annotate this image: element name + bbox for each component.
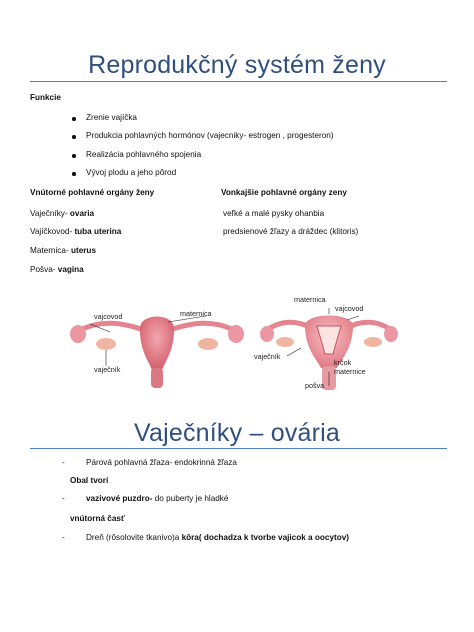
external-organ-item: veľké a malé pysky ohanbia bbox=[223, 209, 325, 218]
function-item: Realizácia pohlavného spojenia bbox=[86, 150, 202, 159]
function-item: Produkcia pohlavných hormónov (vajecniky- estrogen , progesteron) bbox=[86, 131, 334, 140]
subheading-inner: vnútorná časť bbox=[70, 514, 125, 523]
function-item: Zrenie vajíčka bbox=[86, 113, 137, 122]
label-uterus-left: maternica bbox=[180, 309, 212, 318]
function-item: Vývoj plodu a jeho pôrod bbox=[86, 168, 177, 177]
label-ovary-left: vaječník bbox=[94, 365, 121, 374]
dash-marker: - bbox=[62, 533, 65, 542]
label-vagina-right: pošva bbox=[305, 381, 325, 390]
bullet bbox=[72, 117, 76, 121]
dash-marker: - bbox=[62, 458, 65, 467]
label-tube-right: vajcovod bbox=[335, 304, 364, 313]
external-organs-heading: Vonkajšie pohlavné orgány zeny bbox=[221, 188, 347, 197]
label-tube-left: vajcovod bbox=[94, 312, 123, 321]
uterus-external-illustration bbox=[66, 300, 246, 390]
internal-organ-item: Vaječníky- ovaria bbox=[30, 209, 95, 218]
bullet bbox=[72, 154, 76, 158]
title-rule bbox=[30, 81, 447, 82]
section-title: Vaječníky – ovária bbox=[133, 419, 341, 447]
page-title: Reprodukčný systém ženy bbox=[88, 51, 386, 79]
bullet bbox=[72, 135, 76, 139]
bullet bbox=[72, 172, 76, 176]
label-uterus-right: maternica bbox=[294, 295, 326, 304]
external-organ-item: predsienové žľazy a dráždec (klitoris) bbox=[223, 227, 359, 236]
uterus-section-illustration bbox=[259, 304, 399, 394]
internal-organ-item: Maternica- uterus bbox=[30, 246, 96, 255]
dash-marker: - bbox=[62, 494, 65, 503]
label-cervix-right: krčok maternice bbox=[334, 358, 366, 376]
internal-organ-item: Pošva- vagina bbox=[30, 265, 84, 274]
internal-organ-item: Vajíčkovod- tuba uterina bbox=[30, 227, 122, 236]
internal-organs-heading: Vnútorné pohlavné orgány ženy bbox=[30, 188, 155, 197]
section-line: Párová pohlavná žľaza- endokrinná žľaza bbox=[86, 458, 237, 467]
section-line: vazivové puzdro- do puberty je hladké bbox=[86, 494, 229, 503]
subheading-obal: Obal tvorí bbox=[70, 476, 109, 485]
section-rule bbox=[30, 448, 447, 449]
label-ovary-right: vaječník bbox=[254, 352, 281, 361]
functions-heading: Funkcie bbox=[30, 93, 61, 102]
section-line: Dreň (rôsolovite tkanivo)a kôra( dochadza k tvorbe vajicok a oocytov) bbox=[86, 533, 350, 542]
